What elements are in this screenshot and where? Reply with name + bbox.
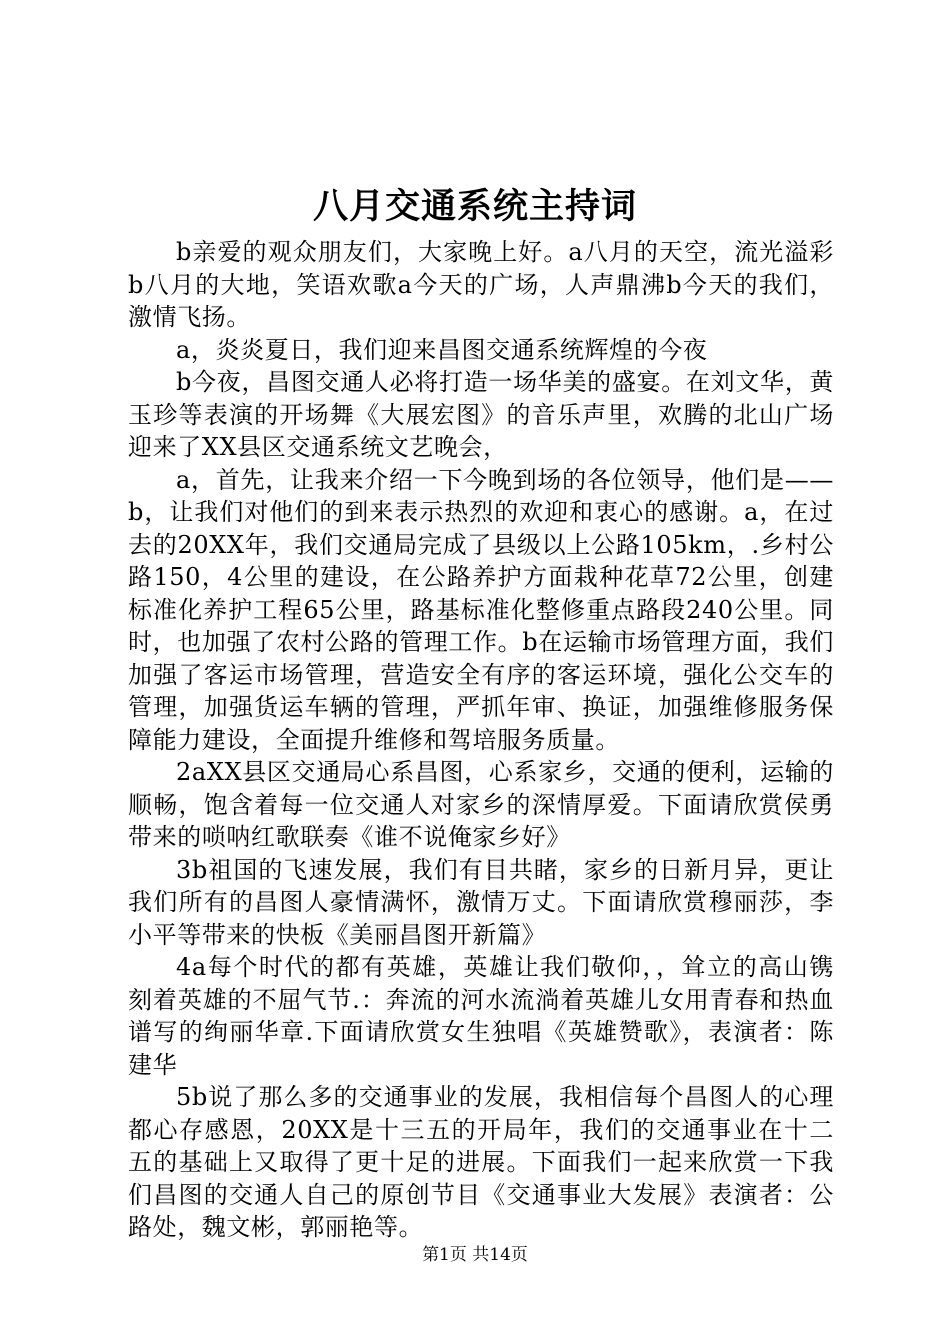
paragraph-2: a，炎炎夏日，我们迎来昌图交通系统辉煌的今夜 [176, 335, 708, 364]
paragraph-7: 4a每个时代的都有英雄，英雄让我们敬仰，，耸立的高山镌刻着英雄的不屈气节.：奔流的河水流淌着英雄儿女用青春和热血谱写的绚丽华章.下面请欣赏女生独唱《英雄赞歌》，表演者：陈建华 [128, 953, 834, 1079]
document-title: 八月交通系统主持词 [312, 186, 637, 227]
paragraph-5: 2aXX县区交通局心系昌图，心系家乡，交通的便利，运输的顺畅，饱含着每一位交通人对家乡的深情厚爱。下面请欣赏侯勇带来的唢呐红歌联奏《谁不说俺家乡好》 [128, 758, 834, 851]
paragraph-4: a，首先，让我来介绍一下今晚到场的各位领导，他们是——b，让我们对他们的到来表示热烈的欢迎和衷心的感谢。a，在过去的20XX年，我们交通局完成了县级以上公路105km，.乡村公路150，4公里的建设，在公路养护方面栽种花草72公里，创建标准化养护工程65公里，路基标准化整修重点路段240公里。同时，也加强了农村公路的管理工作。b在运输市场管理方面，我们加强了客运市场管理，营造安全有序的客运环境，强化公交车的管理，加强货运车辆的管理，严抓年审、换证，加强维修服务保障能力建设，全面提升维修和驾培服务质量。 [128, 465, 834, 754]
paragraph-6: 3b祖国的飞速发展，我们有目共睹，家乡的日新月异，更让我们所有的昌图人豪情满怀，激情万丈。下面请欣赏穆丽莎，李小平等带来的快板《美丽昌图开新篇》 [128, 855, 834, 949]
page-footer: 第1页 共14页 [422, 1245, 528, 1265]
paragraph-8: 5b说了那么多的交通事业的发展，我相信每个昌图人的心理都心存感恩，20XX是十三五的开局年，我们的交通事业在十二五的基础上又取得了更十足的进展。下面我们一起来欣赏一下我们昌图的交通人自己的原创节目《交通事业大发展》表演者：公路处，魏文彬，郭丽艳等。 [128, 1083, 834, 1241]
paragraph-1: b亲爱的观众朋友们，大家晚上好。a八月的天空，流光溢彩b八月的大地，笑语欢歌a今天的广场，人声鼎沸b今天的我们，激情飞扬。 [128, 238, 834, 331]
document-body [128, 236, 834, 1244]
paragraph-3: b今夜，昌图交通人必将打造一场华美的盛宴。在刘文华，黄玉珍等表演的开场舞《大展宏图》的音乐声里，欢腾的北山广场迎来了XX县区交通系统文艺晚会， [128, 368, 834, 461]
